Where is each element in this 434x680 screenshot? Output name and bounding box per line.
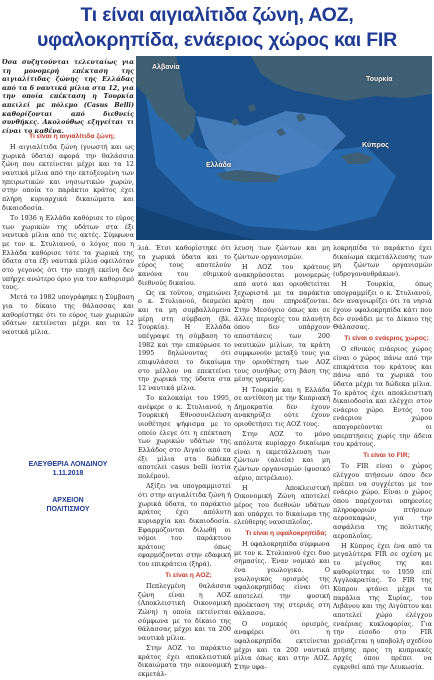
headline-line-1: Τι είναι αιγιαλίτιδα ζώνη, ΑΟΖ,	[80, 4, 354, 26]
paragraph: λιά. Έτσι καθορίστηκε ότι τα χωρικά ύδατα και το εύρος τους αποτελούν κανόνα του εθιμικού διεθνούς δικαίου.	[138, 244, 231, 287]
paragraph: Ο νομικός ορισμός, αναφέρει ότι η υφαλοκρηπίδα εκτείνεται μέχρι και τα 200 ναυτικά μίλια όπως και στην ΑΟΖ. Στην υφα-	[234, 619, 330, 671]
source-newspaper	[2, 460, 134, 478]
heading-fir: Τι είναι το FIR;	[363, 452, 410, 460]
map-label-greece: Ελλάδα	[206, 162, 232, 169]
paragraph: Μετά το 1982 υπογράφηκε η Σύμβαση για το δίκαιο της θάλασσας και καθορίστηκε ότι το εύρος των χωρικών υδάτων εκτείνεται μέχρι και τα 12 ναυτικά μίλια.	[2, 293, 134, 336]
column-3	[234, 244, 330, 673]
paragraph: Η Τουρκία και η Ελλάδα σε αντίθεση με την Κυπριακή Δημοκρατία δεν έχουν ανακηρύξει ούτε έχουν οριοθετήσει τις ΑΟΖ τους.	[234, 385, 330, 429]
intro-paragraph: Όσα συζητούνται τελευταίως για τη μονομερή επέκταση της αιγιαλίτιδας ζώνης της Ελλάδας από τα 6 ναυτικά μίλια στα 12, για την οποία επέκταση η Τουρκία απειλεί με πόλεμο (Casus Belli) καθορίζονται από διεθνείς συνθήκες. Ακολούθως εξηγείται τι είναι το καθένα.	[2, 58, 134, 135]
paragraph: Αξίζει να υπογραμμιστεί ότι στην αιγιαλίτιδα ζώνη ή χωρικά ύδατα, το παράκτιο κράτος έχει απόλυτη κυριαρχία και δικαιοδοσία. Εφαρμόζονται διλωθή οι νόμοι του παράκτιου κράτους όπως εφαρμόζονται στην εδαφική του επικράτεια (ξηρά).	[138, 482, 231, 569]
heading-eez: Τι είναι η ΑΟΖ;	[165, 571, 212, 579]
paragraph: Η Τουρκία, όπως υπογραμμίζει ο κ. Στυλιανού, δεν αναγνωρίζει ότι τα νησιά έχουν υφαλοκρηπίδα κάτι που δεν συνάδει με το Δίκαιο της Θάλασσας.	[333, 280, 432, 332]
paragraph: Στην ΑΟΖ το μόνο απόλυτα κυρίαρχο δικαίωμα είναι η εκμετάλλευση των ζώντων (αλιεία) και μη ζώντων οργανισμών (φυσικό αέριο, πετρέλαιο).	[234, 430, 330, 482]
column-1	[2, 130, 134, 338]
paragraph: Η αιγιαλίτιδα ζώνη (γνωστή και ως χωρικά ύδατα) αφορά την θαλάσσια ζώνη που εκτείνεται μέχρι και τα 12 ναυτικά μίλια από την εκτοξευμένη των ηπειρωτικών και νησιωτικών χωρών, στην οποία το παράκτιο κράτος έχει πλήρη κυριαρχικά δικαιώματα και δικαιοδοσία.	[2, 143, 134, 212]
heading-territorial-waters: Τι είναι η αιγιαλίτιδα ζώνη;	[28, 133, 116, 140]
paragraph: Η Αποκλειστική Οικονομική Ζώνη αποτελεί μέρος του διεθνών υδάτων και υπάρχει το δικαίωμα της ελεύθερης ναυσιπλοΐας.	[234, 483, 330, 527]
paragraph: Η Κύπρος έχει ένα από τα μεγαλύτερα FIR σε σχέση με το μέγεθος της και καθορίστηκε το 1959 επί Αγγλοκρατίας. Το FIR της Κύπρου φτάνει μέχρι τα παράλια της Συρίας, του Λιβάνου και της Αιγύπτου και αποτελεί χώρο ελέγχου εναέριας κυκλοφορίας. Για την είσοδο στο FIR χρειάζεται η υποβολή σχεδίου πτήσης προς τη κυπριακές Αρχές όπου πρέπει να εγκριθεί από την Λευκωσία.	[333, 541, 432, 671]
paragraph: Η υφαλοκρηπίδα σύμφωνα με τον κ. Στυλιανού έχει δυο σημασίες. Έναν νομικό και ένα γεωλογικό. Ο γεωλογικός ορισμός της υφαλοκρηπίδας είναι ότι αποτελεί την φυσική προέκταση της στεριάς στη θάλασσα.	[234, 540, 330, 618]
archive-line-2: ΠΟΛΙΤΙΣΜΟΥ	[46, 506, 90, 513]
paragraph: Ως εκ τούτου, σημειώνει ο κ. Στυλιανού, δεσμεύει και τα μη συμβαλλόμενα μέρη στη σύμβαση (βλ. Τουρκία). Η Ελλάδα υπέγραψε τη σύμβαση το 1982 και την επικύρωσε το 1995 δηλώνοντας ότι επιφυλάσσει το δικαίωμα στο μέλλον να επεκτείνει την χωρικά της ύδατα στα 12 ναυτικά μίλια.	[138, 288, 231, 392]
map-label-cyprus: Κύπρος	[362, 142, 389, 149]
source-date: 1.11.2018	[52, 470, 84, 477]
column-2	[138, 244, 231, 680]
headline	[0, 0, 434, 56]
paragraph: Το καλοκαίρι του 1995, ανέφερε ο κ. Στυλιανού, η Τουρκική Εθνοσυνέλευση υιοθέτησε ψήφισμα με το οποίο έλεγε ότι η επέκταση των χωρικών υδάτων της Ελλάδος στο Αιγαίο από τα έξι μίλια στα δώδεκα αποτελεί casus belli (αιτία πολέμου).	[138, 394, 231, 481]
headline-line-2: υφαλοκρηπίδα, ενάεριος χώρος και FIR	[36, 29, 398, 51]
source-archive	[2, 496, 134, 514]
eez-map	[136, 56, 432, 240]
paragraph: λοκρηπίδα το παράκτιο έχει δικαίωμα εκμετάλλευσης των μη ζώντων οργανισμών (υδρογονανθράκων).	[333, 244, 432, 278]
paragraph: Το FIR είναι ο χώρος ελέγχου πτήσεων όπου δεν πρέπει να συγχέεται με τον ενάεριο χώρο. Είναι ο χώρος όπου παρέχονται υπηρεσίες πληροφοριών πτήσεων αεροσκαφών, για την ασφάλεια της πολιτικής αεροπλοΐας.	[333, 462, 432, 540]
paragraph: λευση των ζώντων και μη ζώντων οργανισμών.	[234, 244, 330, 261]
heading-airspace: Τι είναι ο ενάεριος χώρος;	[344, 335, 429, 343]
map-label-albania: Αλβανία	[152, 64, 180, 71]
source-name: ΕΛΕΥΘΕΡΙΑ ΛΟΝΔΙΝΟΥ	[28, 461, 108, 468]
archive-line-1: ΑΡΧΕΙΟΝ	[52, 497, 84, 504]
paragraph: Το 1936 η Ελλάδα καθόρισε το εύρος των χωρικών της υδάτων στα έξι ναυτικά μίλια από τις ακτές. Σύμφωνα με τον κ. Στυλιανού, ο λόγος που η Ελλάδα καθόρισε τότε τα χωρικά της ύδατα στα έξι ναυτικά μίλια οφειλόταν στο γεγονός ότι την εποχή εκείνη δεν υπήρχε ανώτερο όριο για τον καθορισμό τους.	[2, 213, 134, 292]
paragraph: Ο εθνικός ενάεριος χώρος είναι ο χώρος πάνω από την επικράτεια του κράτους και πάνω από τα χωρικά του ύδατα μέχρι τα δώδεκα μίλια. Το κράτος έχει αποκλειστική δικαιοδοσία και ελέγχει στον ενάεριο χώρο. Εντός του ενάεριου χώρου απαγορεύονται οι υπερπτήσεις χωρίς την άδεια του κράτους.	[333, 345, 432, 449]
paragraph: Πεπλεγμένη θαλάσσια ζώνη είναι η ΑΟΖ (Αποκλειστική Οικονομική Ζώνη) η οποία εκτείνεται σύμφωνα με το δίκαιο της θάλασσας μέχρι και τα 200 ναυτικά μίλια.	[138, 581, 231, 642]
paragraph: Η ΑΟΖ του κράτους ανακηρύσσεται μονομερώς από αυτό και οριοθετείται ξεχωριστά με τα παράκτια κράτη που επηρεάζονται. Στην Μεσόγειο όπως και σε άλλες περιοχές του πλανήτη όπου δεν υπάρχουν αποστάσεις των 200 ναυτικών μιλίων, τα κράτη συμφωνούν μεταξύ τους για την οριοθέτηση των ΑΟΖ τους συνήθως στη βάση της μέσης γραμμής.	[234, 262, 330, 384]
heading-continental-shelf: Τι είναι η υφαλοκρηπίδα;	[245, 530, 327, 537]
column-4	[333, 244, 432, 673]
paragraph: Στην ΑΟΖ το παράκτιο κράτος έχει αποκλειστικά δικαιώματα την οικονομική εκμετάλ-	[138, 644, 231, 678]
map-label-turkey: Τουρκία	[366, 76, 393, 83]
